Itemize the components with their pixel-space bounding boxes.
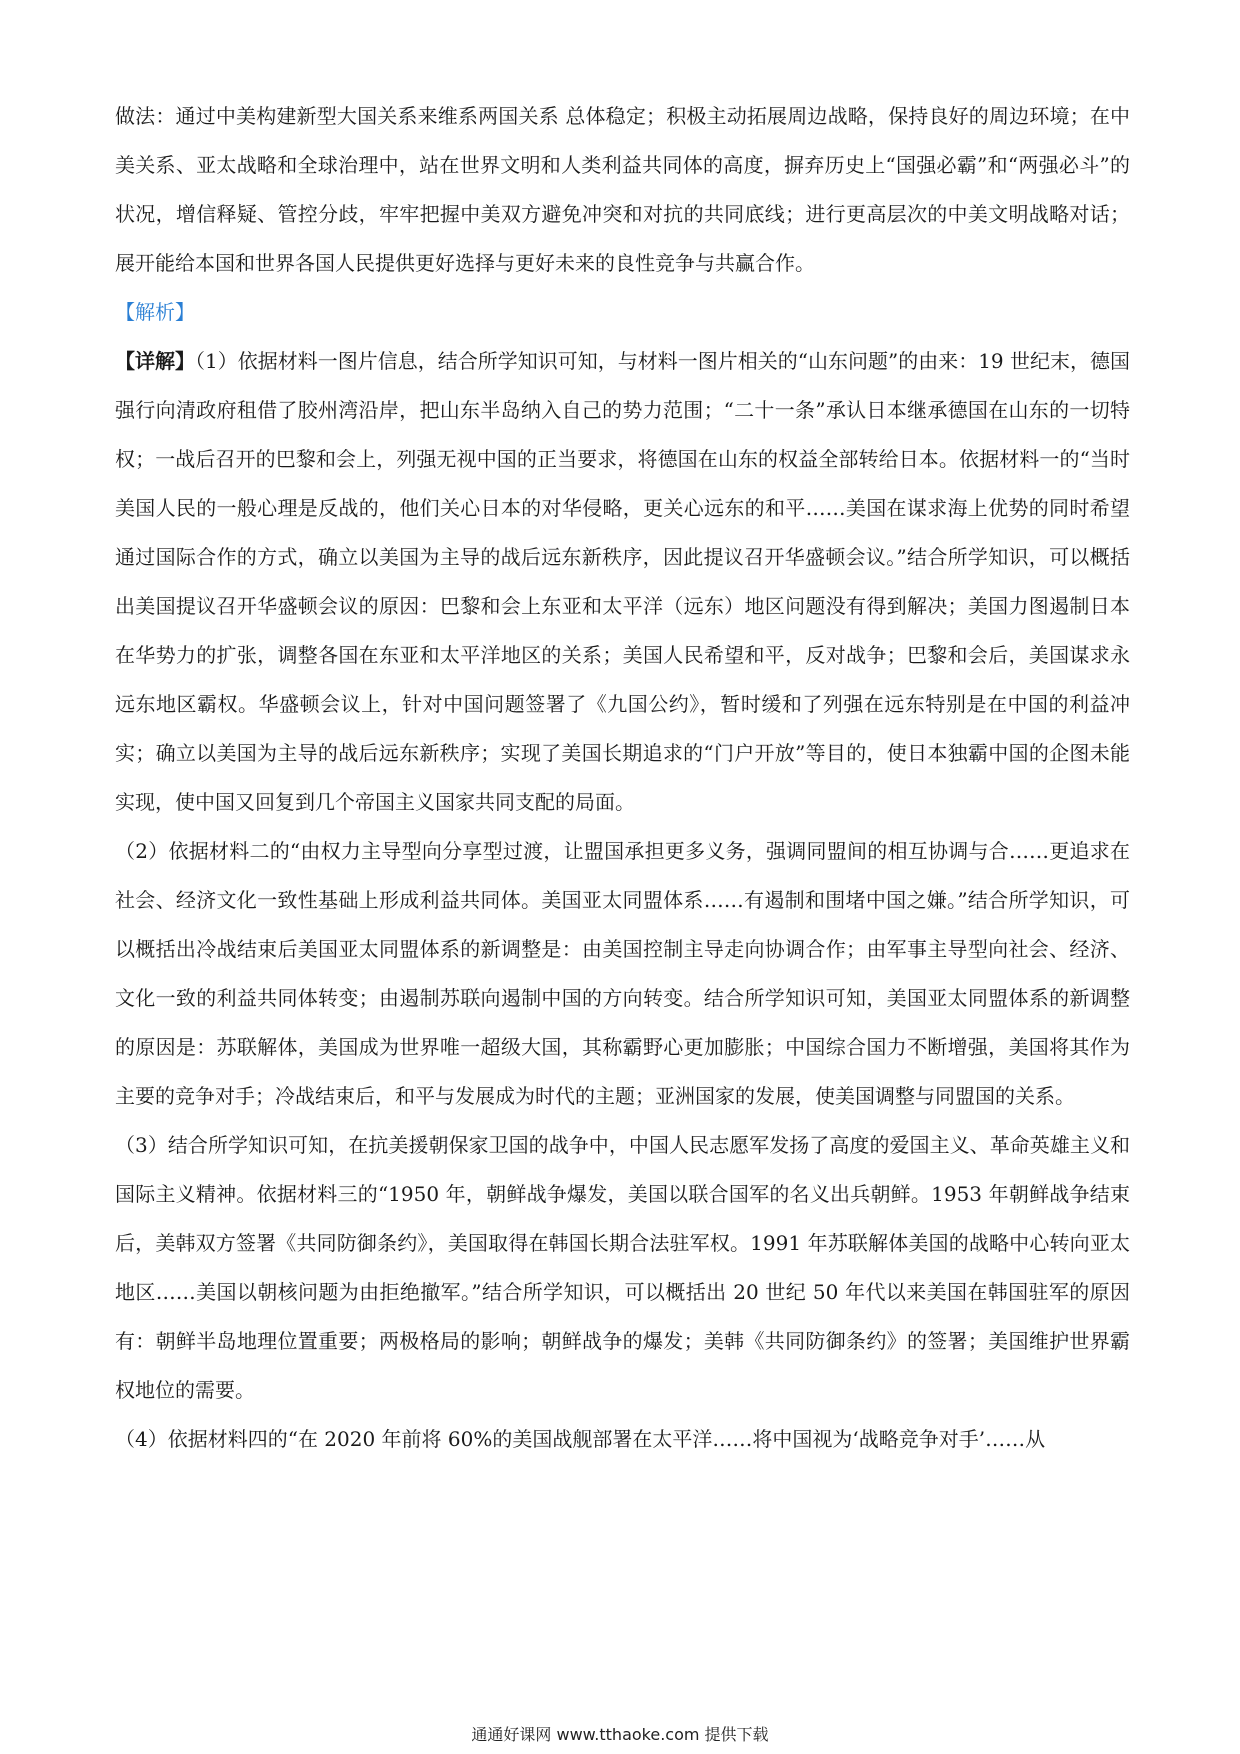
- page-footer: 通通好课网 www.tthaoke.com 提供下载: [471, 1725, 769, 1744]
- detail-paragraph-4: （4）依据材料四的“在 2020 年前将 60%的美国战舰部署在太平洋……将中国视为‘战略竞争对手’……从: [115, 1427, 1046, 1451]
- detail-paragraph-1-text: （1）依据材料一图片信息，结合所学知识可知，与材料一图片相关的“山东问题”的由来：19 世纪末，德国强行向清政府租借了胶州湾沿岸，把山东半岛纳入自己的势力范围；“二十一条”承认日本继承德国在山东的一切特权；一战后召开的巴黎和会上，列强无视中国的正当要求，将德国在山东的权益全部转给日本。依据材料一的“当时美国人民的一般心理是反战的，他们关心日本的对华侵略，更关心远东的和平……美国在谋求海上优势的同时希望通过国际合作的方式，确立以美国为主导的战后远东新秩序，因此提议召开华盛顿会议。”结合所学知识，可以概括出美国提议召开华盛顿会议的原因：巴黎和会上东亚和太平洋（远东）地区问题没有得到解决；美国力图遏制日本在华势力的扩张，调整各国在东亚和太平洋地区的关系；美国人民希望和平，反对战争；巴黎和会后，美国谋求永远东地区霸权。华盛顿会议上，针对中国问题签署了《九国公约》，暂时缓和了列强在远东特别是在中国的利益冲实；确立以美国为主导的战后远东新秩序；实现了美国长期追求的“门户开放”等目的，使日本独霸中国的企图未能实现，使中国又回复到几个帝国主义国家共同支配的局面。: [115, 349, 1131, 814]
- document-body: [115, 92, 1130, 1464]
- answer-paragraph: 做法：通过中美构建新型大国关系来维系两国关系 总体稳定；积极主动拓展周边战略，保持良好的周边环境；在中美关系、亚太战略和全球治理中，站在世界文明和人类利益共同体的高度，摒弃历史上“国强必霸”和“两强必斗”的状况，增信释疑、管控分歧，牢牢把握中美双方避免冲突和对抗的共同底线；进行更高层次的中美文明战略对话；展开能给本国和世界各国人民提供更好选择与更好未来的良性竞争与共赢合作。: [115, 104, 1130, 275]
- detail-paragraph-1: [115, 337, 1130, 827]
- detail-paragraph-3: （3）结合所学知识可知，在抗美援朝保家卫国的战争中，中国人民志愿军发扬了高度的爱国主义、革命英雄主义和国际主义精神。依据材料三的“1950 年，朝鲜战争爆发，美国以联合国军的名义出兵朝鲜。1953 年朝鲜战争结束后，美韩双方签署《共同防御条约》，美国取得在韩国长期合法驻军权。1991 年苏联解体美国的战略中心转向亚太地区……美国以朝核问题为由拒绝撤军。”结合所学知识，可以概括出 20 世纪 50 年代以来美国在韩国驻军的原因有：朝鲜半岛地理位置重要；两极格局的影响；朝鲜战争的爆发；美韩《共同防御条约》的签署；美国维护世界霸权地位的需要。: [115, 1133, 1130, 1402]
- detail-paragraph-2: （2）依据材料二的“由权力主导型向分享型过渡，让盟国承担更多义务，强调同盟间的相互协调与合……更追求在社会、经济文化一致性基础上形成利益共同体。美国亚太同盟体系……有遏制和围堵中国之嫌。”结合所学知识，可以概括出冷战结束后美国亚太同盟体系的新调整是：由美国控制主导走向协调合作；由军事主导型向社会、经济、文化一致的利益共同体转变；由遏制苏联向遏制中国的方向转变。结合所学知识可知，美国亚太同盟体系的新调整的原因是：苏联解体，美国成为世界唯一超级大国，其称霸野心更加膨胀；中国综合国力不断增强，美国将其作为主要的竞争对手；冷战结束后，和平与发展成为时代的主题；亚洲国家的发展，使美国调整与同盟国的关系。: [115, 839, 1130, 1108]
- analysis-heading: 【解析】: [115, 300, 195, 324]
- detail-heading: 【详解】: [115, 349, 196, 373]
